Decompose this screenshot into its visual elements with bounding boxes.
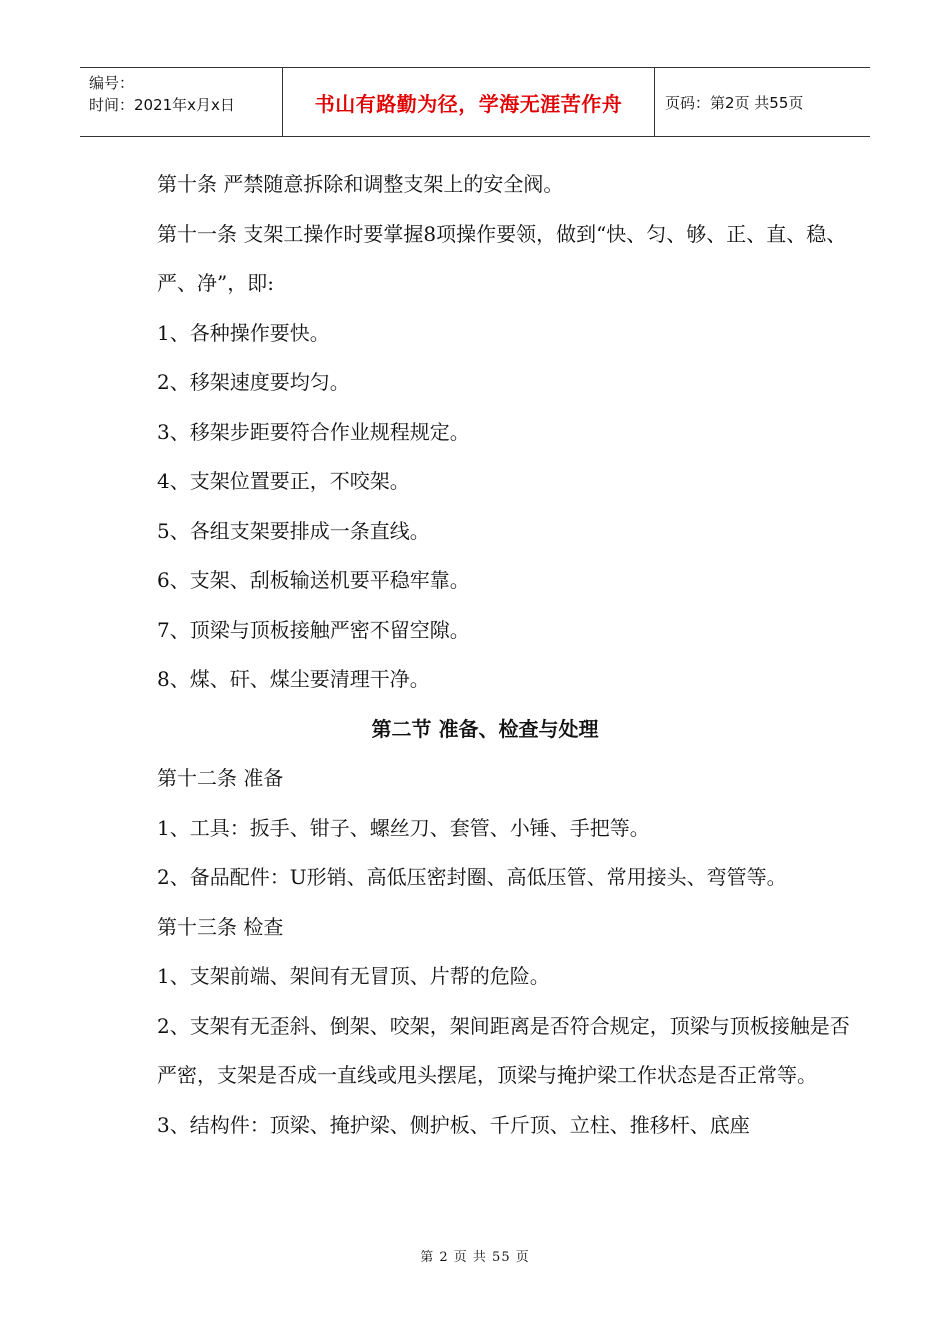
list-item: 7、顶梁与顶板接触严密不留空隙。: [157, 617, 470, 642]
paragraph: 第十三条 检查: [157, 914, 284, 939]
list-item: 2、备品配件：U形销、高低压密封圈、高低压管、常用接头、弯管等。: [157, 865, 787, 889]
header-page-info: 页码：第2页 共55页: [665, 93, 804, 112]
list-item: 3、结构件：顶梁、掩护梁、侧护板、千斤顶、立柱、推移杆、底座: [157, 1112, 750, 1137]
header-motto: 书山有路勤为径，学海无涯苦作舟: [283, 68, 655, 136]
list-item: 1、工具：扳手、钳子、螺丝刀、套管、小锤、手把等。: [157, 815, 650, 840]
list-item: 1、各种操作要快。: [157, 320, 330, 345]
list-item: 6、支架、刮板输送机要平稳牢靠。: [157, 568, 470, 592]
paragraph: 第十条 严禁随意拆除和调整支架上的安全阀。: [157, 172, 564, 196]
paragraph: 第十一条 支架工操作时要掌握8项操作要领，做到“快、匀、够、正、直、稳、严、净”，即:: [157, 221, 847, 295]
list-item: 8、煤、矸、煤尘要清理干净。: [157, 667, 430, 691]
time-label: 时间：2021年x月x日: [89, 96, 235, 114]
list-item: 4、支架位置要正，不咬架。: [157, 469, 410, 493]
document-body: [115, 160, 855, 1150]
header-meta: [80, 68, 283, 136]
serial-label: 编号：: [89, 74, 135, 92]
paragraph: 第十二条 准备: [157, 766, 284, 790]
section-heading: 第二节 准备、检查与处理: [371, 716, 599, 741]
page-footer: 第 2 页 共 55 页: [420, 1250, 530, 1265]
list-item: 1、支架前端、架间有无冒顶、片帮的危险。: [157, 964, 550, 988]
list-item: 3、移架步距要符合作业规程规定。: [157, 419, 470, 444]
list-item: 2、移架速度要均匀。: [157, 370, 350, 394]
list-item: 2、支架有无歪斜、倒架、咬架，架间距离是否符合规定，顶梁与顶板接触是否严密，支架是否成一直线或甩头摆尾，顶梁与掩护梁工作状态是否正常等。: [157, 1013, 850, 1087]
list-item: 5、各组支架要排成一条直线。: [157, 518, 430, 543]
page-header: [80, 67, 870, 137]
